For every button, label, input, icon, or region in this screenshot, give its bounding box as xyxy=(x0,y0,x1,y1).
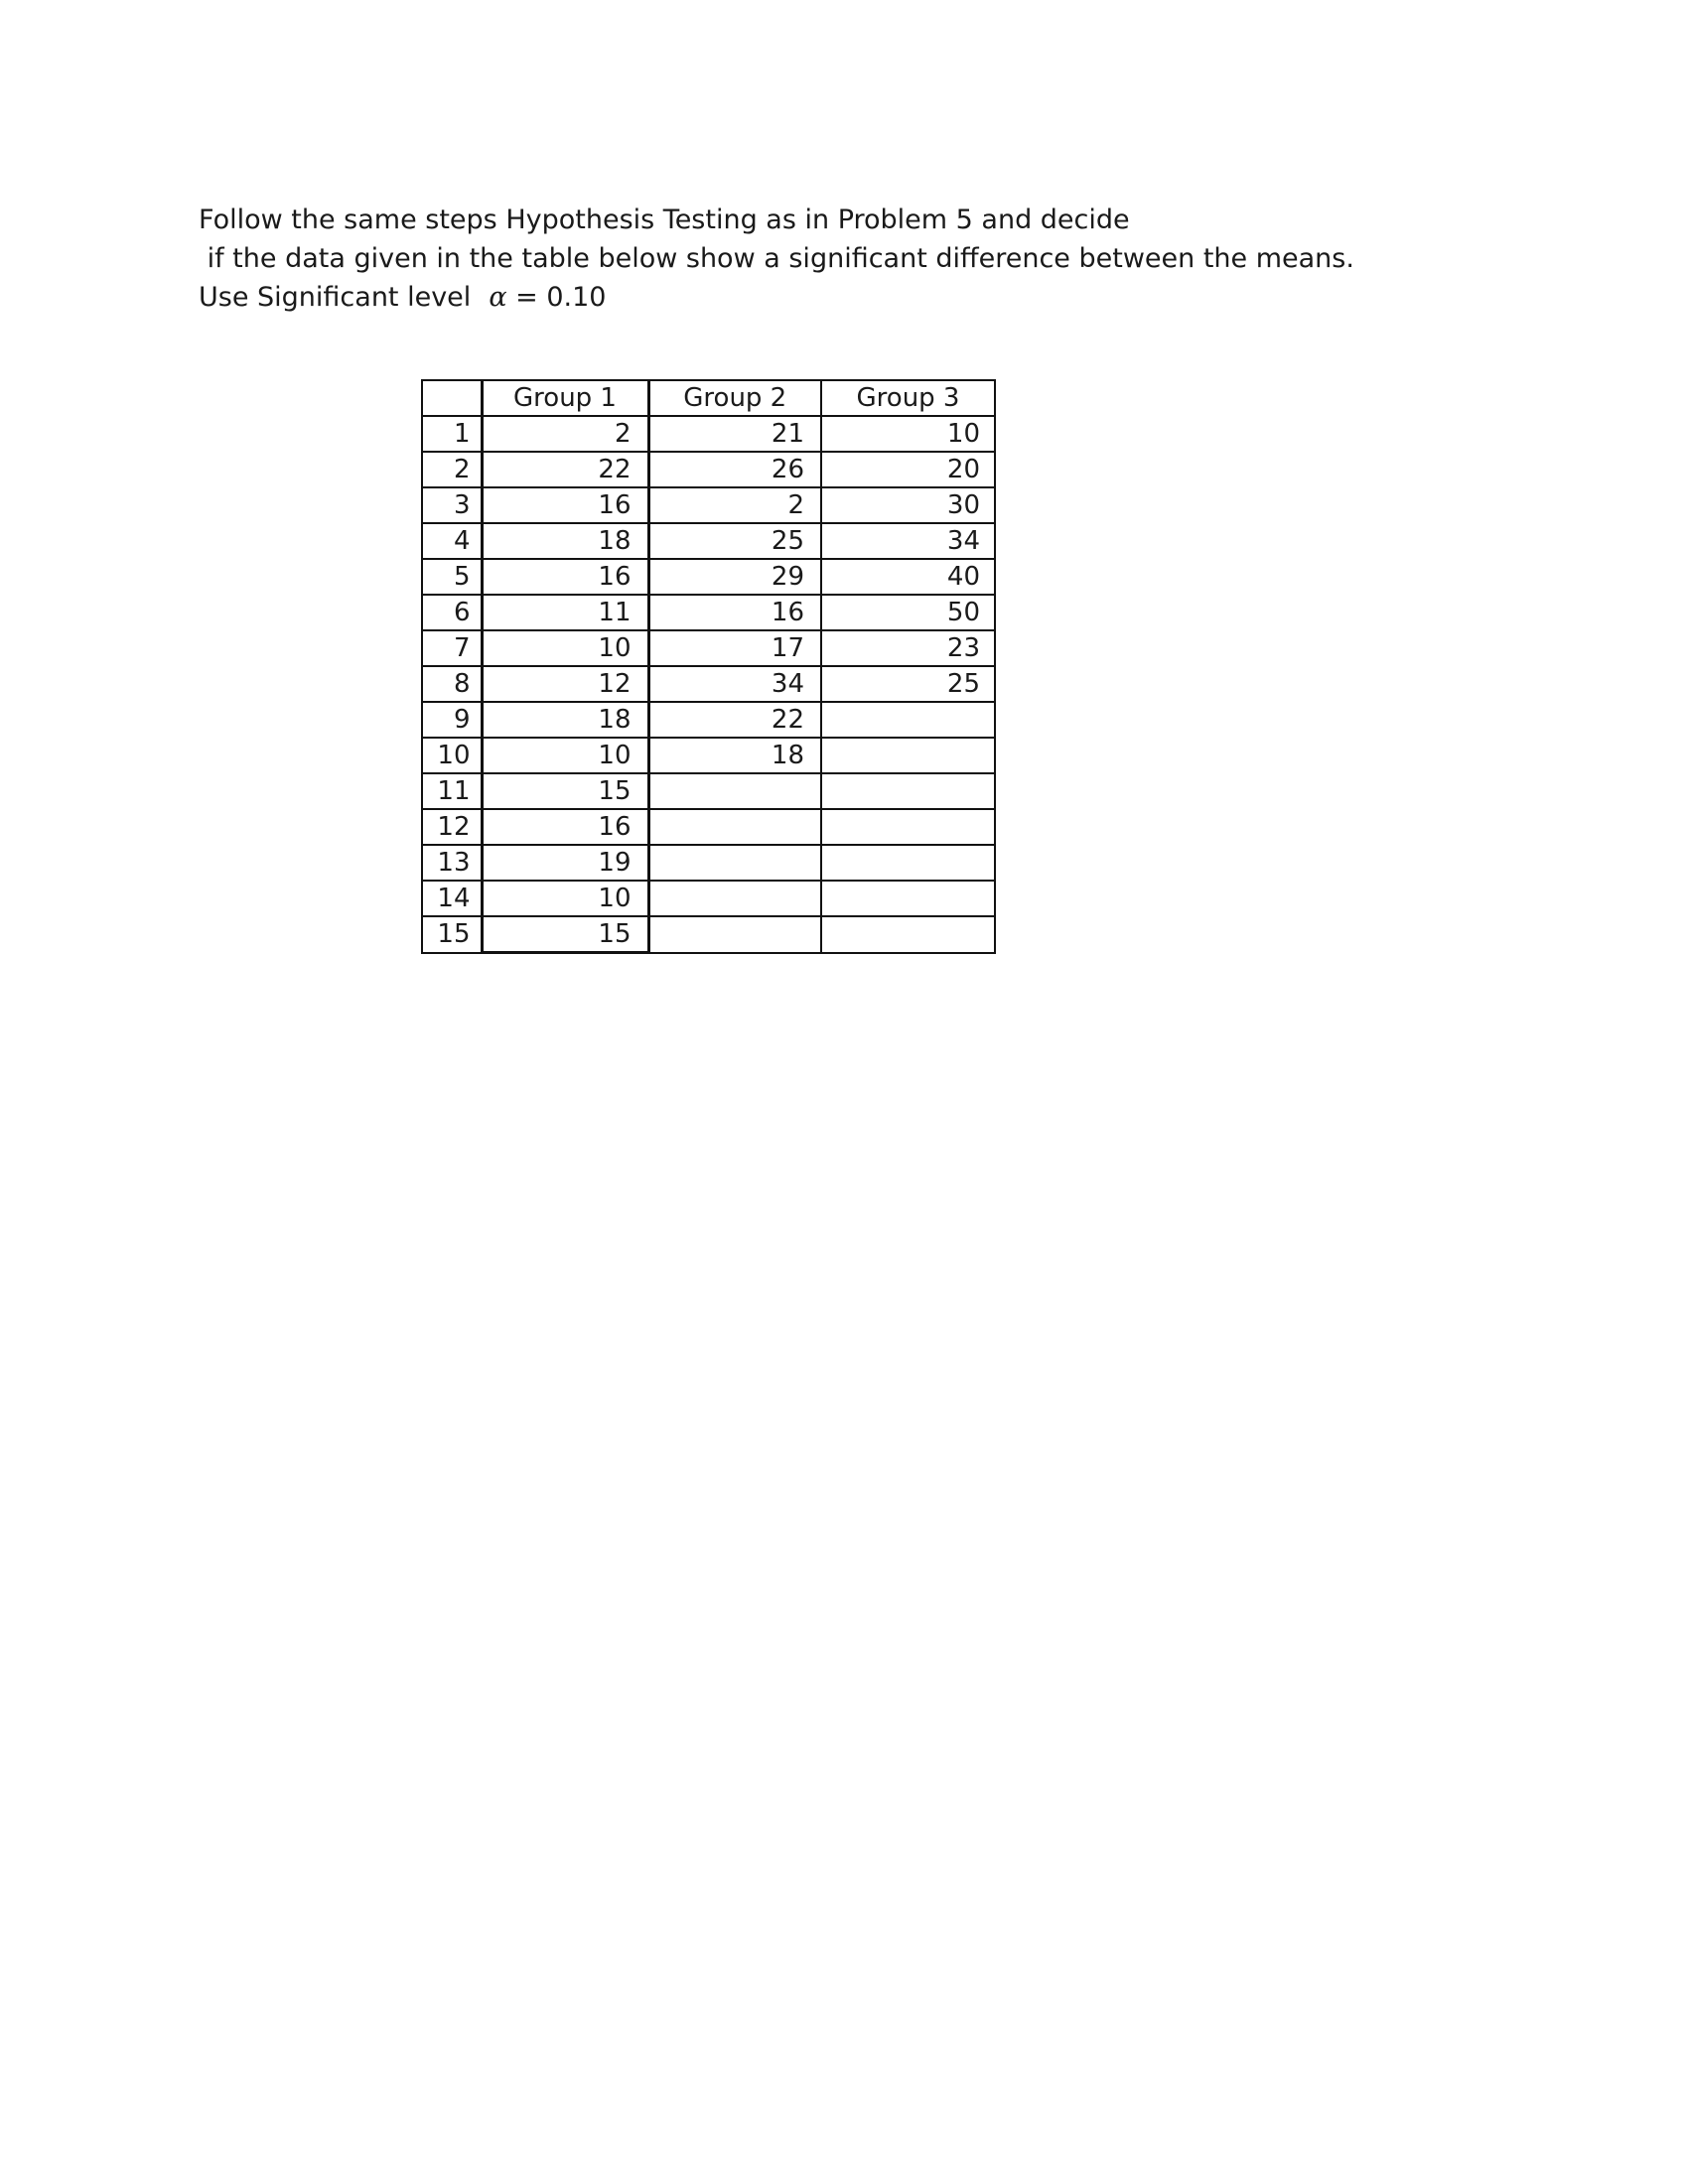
table-row xyxy=(422,523,995,559)
group-1-cell: 16 xyxy=(482,487,648,523)
group-1-cell: 18 xyxy=(482,702,648,738)
group-3-cell: 10 xyxy=(821,416,995,452)
table-header-row xyxy=(422,380,995,416)
table-row xyxy=(422,452,995,487)
group-2-cell: 17 xyxy=(648,630,821,666)
instruction-line-1: Follow the same steps Hypothesis Testing as in Problem 5 and decide xyxy=(199,205,1130,235)
header-corner-cell xyxy=(422,380,482,416)
group-3-cell xyxy=(821,809,995,845)
table-row xyxy=(422,595,995,630)
row-index-cell: 7 xyxy=(422,630,482,666)
group-3-cell: 34 xyxy=(821,523,995,559)
group-3-cell xyxy=(821,702,995,738)
group-1-cell: 12 xyxy=(482,666,648,702)
group-2-cell: 21 xyxy=(648,416,821,452)
group-1-cell: 15 xyxy=(482,773,648,809)
header-group-3: Group 3 xyxy=(821,380,995,416)
table-row xyxy=(422,416,995,452)
group-2-cell: 2 xyxy=(648,487,821,523)
group-2-cell: 18 xyxy=(648,738,821,773)
group-2-cell xyxy=(648,773,821,809)
row-index-cell: 12 xyxy=(422,809,482,845)
group-2-cell xyxy=(648,916,821,953)
instruction-line-2: if the data given in the table below show a significant difference between the means. xyxy=(199,243,1354,274)
group-1-cell: 11 xyxy=(482,595,648,630)
table-row xyxy=(422,666,995,702)
table-row xyxy=(422,559,995,595)
group-1-cell: 16 xyxy=(482,809,648,845)
group-2-cell: 16 xyxy=(648,595,821,630)
group-3-cell xyxy=(821,845,995,881)
row-index-cell: 11 xyxy=(422,773,482,809)
table-row xyxy=(422,702,995,738)
group-1-cell: 22 xyxy=(482,452,648,487)
group-1-cell: 10 xyxy=(482,630,648,666)
group-2-cell xyxy=(648,845,821,881)
group-2-cell: 26 xyxy=(648,452,821,487)
row-index-cell: 14 xyxy=(422,881,482,916)
alpha-value: = 0.10 xyxy=(506,282,607,313)
table-row xyxy=(422,773,995,809)
group-2-cell: 34 xyxy=(648,666,821,702)
group-2-cell xyxy=(648,809,821,845)
group-2-cell: 25 xyxy=(648,523,821,559)
row-index-cell: 5 xyxy=(422,559,482,595)
alpha-symbol: α xyxy=(489,282,507,313)
group-3-cell xyxy=(821,773,995,809)
row-index-cell: 3 xyxy=(422,487,482,523)
significance-label: Use Significant level xyxy=(199,282,472,313)
group-3-cell xyxy=(821,881,995,916)
group-1-cell: 15 xyxy=(482,916,648,953)
group-1-cell: 19 xyxy=(482,845,648,881)
header-group-1: Group 1 xyxy=(482,380,648,416)
group-3-cell: 25 xyxy=(821,666,995,702)
row-index-cell: 9 xyxy=(422,702,482,738)
problem-instructions xyxy=(199,201,1489,317)
group-1-cell: 16 xyxy=(482,559,648,595)
row-index-cell: 13 xyxy=(422,845,482,881)
table-row xyxy=(422,809,995,845)
group-2-cell: 22 xyxy=(648,702,821,738)
group-1-cell: 18 xyxy=(482,523,648,559)
group-3-cell: 30 xyxy=(821,487,995,523)
group-3-cell xyxy=(821,738,995,773)
table-row xyxy=(422,738,995,773)
group-3-cell: 40 xyxy=(821,559,995,595)
row-index-cell: 6 xyxy=(422,595,482,630)
group-3-cell: 23 xyxy=(821,630,995,666)
group-3-cell: 50 xyxy=(821,595,995,630)
group-1-cell: 2 xyxy=(482,416,648,452)
group-2-cell xyxy=(648,881,821,916)
group-data-table xyxy=(421,379,996,954)
group-1-cell: 10 xyxy=(482,738,648,773)
table-row xyxy=(422,630,995,666)
table-row xyxy=(422,881,995,916)
group-2-cell: 29 xyxy=(648,559,821,595)
table-row xyxy=(422,916,995,953)
row-index-cell: 15 xyxy=(422,916,482,953)
row-index-cell: 1 xyxy=(422,416,482,452)
row-index-cell: 2 xyxy=(422,452,482,487)
group-3-cell: 20 xyxy=(821,452,995,487)
group-1-cell: 10 xyxy=(482,881,648,916)
table-row xyxy=(422,487,995,523)
row-index-cell: 4 xyxy=(422,523,482,559)
group-3-cell xyxy=(821,916,995,953)
row-index-cell: 10 xyxy=(422,738,482,773)
header-group-2: Group 2 xyxy=(648,380,821,416)
row-index-cell: 8 xyxy=(422,666,482,702)
table-row xyxy=(422,845,995,881)
instruction-line-3 xyxy=(199,278,1489,317)
